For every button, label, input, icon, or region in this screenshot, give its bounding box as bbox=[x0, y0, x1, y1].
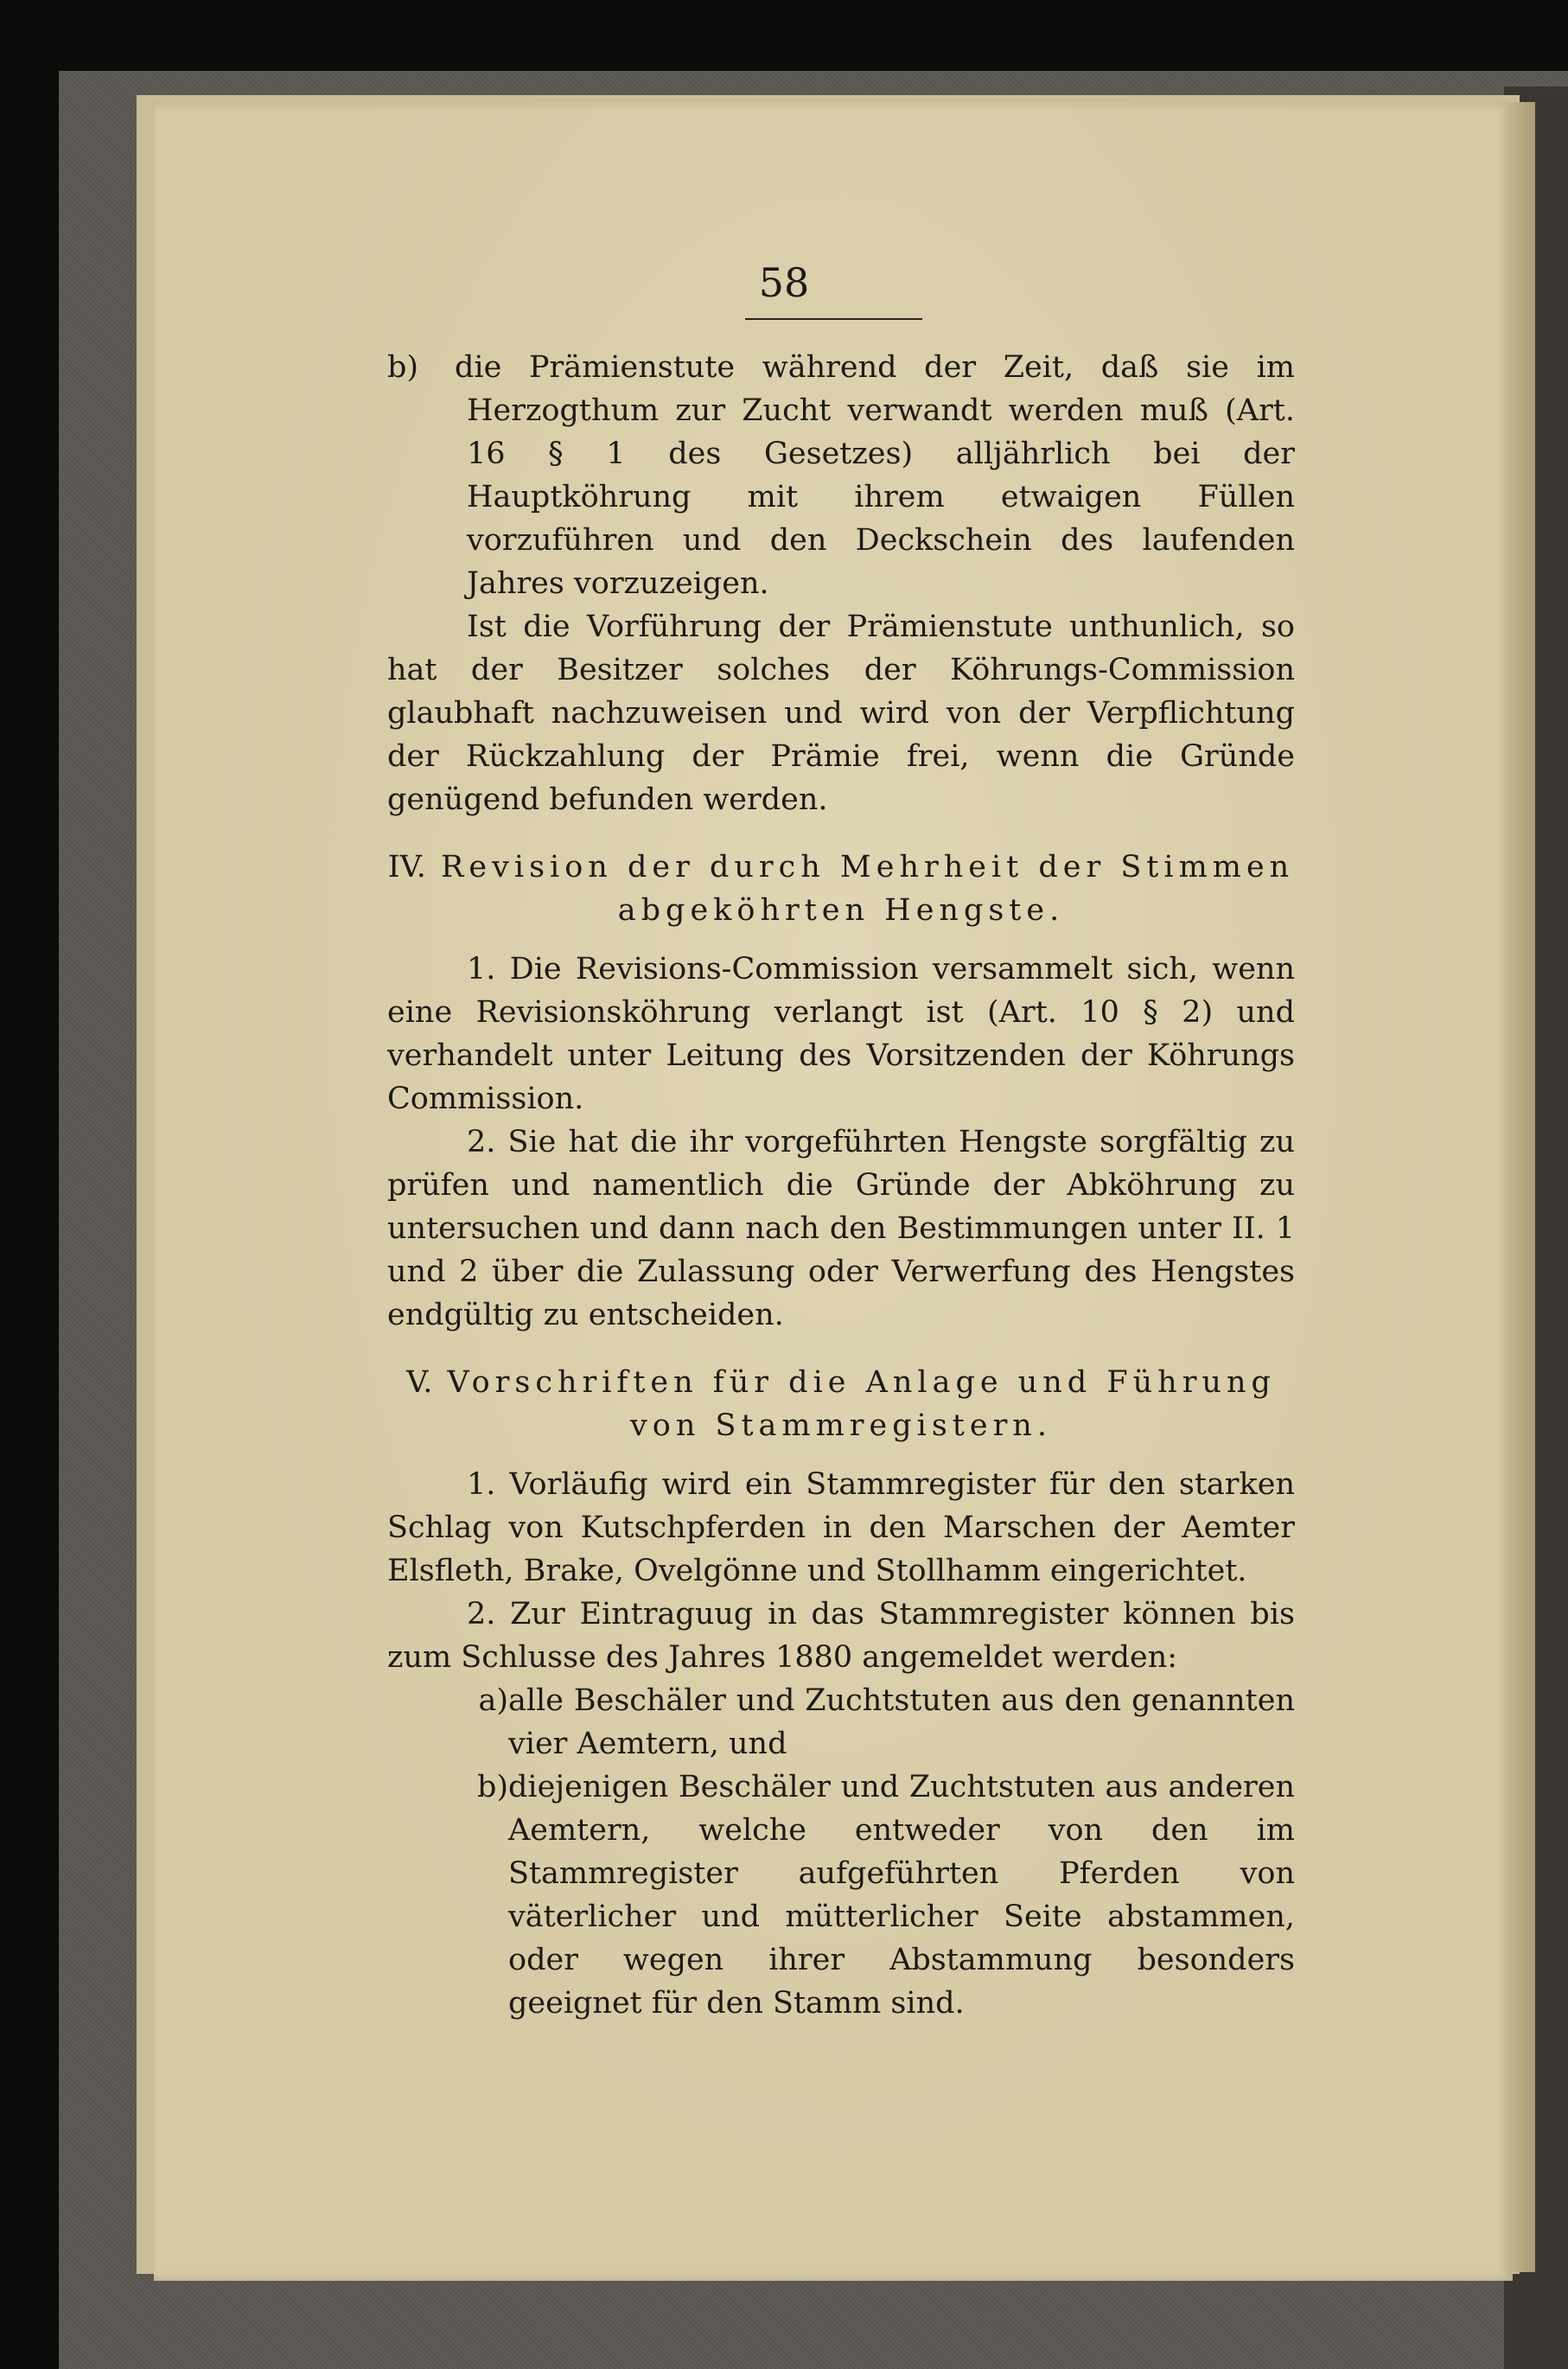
section-v-item-b-text: diejenigen Beschäler und Zuchtstuten aus anderen Aemtern, welche entweder von den im Stammregister aufgeführten Pferden von väterlicher und mütterlicher Seite abstammen, oder wegen ihrer Abstammung besonders geeignet für den Stamm sind. bbox=[508, 1770, 1295, 2021]
section-v-heading bbox=[387, 1361, 1295, 1447]
section-v-item-a-text: alle Beschäler und Zuchtstuten aus den genannten vier Aemtern, und bbox=[508, 1683, 1295, 1761]
section-v-title: Vorschriften für die Anlage und Führung von Stammregistern. bbox=[447, 1365, 1276, 1443]
section-v-paragraph-1: 1. Vorläufig wird ein Stammregister für den starken Schlag von Kutschpferden in den Marschen der Aemter Elsfleth, Brake, Ovelgönne und Stollhamm eingerichtet. bbox=[387, 1467, 1295, 1588]
page-number: 58 bbox=[758, 259, 810, 306]
page-body bbox=[387, 346, 1295, 2025]
section-iv-paragraph-1: 1. Die Revisions-Commission versammelt sich, wenn eine Revisionsköhrung verlangt ist (Art. 10 § 2) und verhandelt unter Leitung des Vorsitzenden der Köhrungs Commission. bbox=[387, 952, 1295, 1116]
section-v-item-a bbox=[387, 1679, 1295, 1766]
section-iv-paragraph-2: 2. Sie hat die ihr vorgeführten Hengste sorgfältig zu prüfen und namentlich die Gründe der Abköhrung zu untersuchen und dann nach den Bestimmungen unter II. 1 und 2 über die Zulassung oder Verwerfung des Hengstes endgültig zu entscheiden. bbox=[387, 1125, 1295, 1332]
item-b-text: die Prämienstute während der Zeit, daß sie im Herzogthum zur Zucht verwandt werden muß (Art. 16 § 1 des Gesetzes) alljährlich bei der Hauptköhrung mit ihrem etwaigen Füllen vorzuführen und den Deckschein des laufenden Jahres vorzuzeigen. bbox=[455, 350, 1295, 601]
item-b-label: b) bbox=[387, 350, 419, 385]
item-b bbox=[387, 346, 1295, 605]
section-v-paragraph-2: 2. Zur Eintraguug in das Stammregister können bis zum Schlusse des Jahres 1880 angemeldet werden: bbox=[387, 1597, 1295, 1675]
section-v-item-a-label: a) bbox=[478, 1683, 508, 1718]
section-v-numeral: V. bbox=[406, 1365, 433, 1400]
paragraph-vorfuehrung: Ist die Vorführung der Prämienstute unthunlich, so hat der Besitzer solches der Köhrungs-Commission glaubhaft nachzuweisen und wird von der Verpflichtung der Rückzahlung der Prämie frei, wenn die Gründe genügend befunden werden. bbox=[387, 610, 1295, 817]
page-leaves-edge bbox=[1504, 102, 1535, 2272]
section-iv-title: Revision der durch Mehrheit der Stimmen abgeköhrten Hengste. bbox=[441, 850, 1295, 928]
section-v-item-b-label: b) bbox=[476, 1770, 508, 1804]
header-rule bbox=[745, 318, 922, 320]
section-iv-numeral: IV. bbox=[387, 850, 426, 884]
section-v-item-b bbox=[387, 1766, 1295, 2025]
section-iv-heading bbox=[387, 846, 1295, 932]
